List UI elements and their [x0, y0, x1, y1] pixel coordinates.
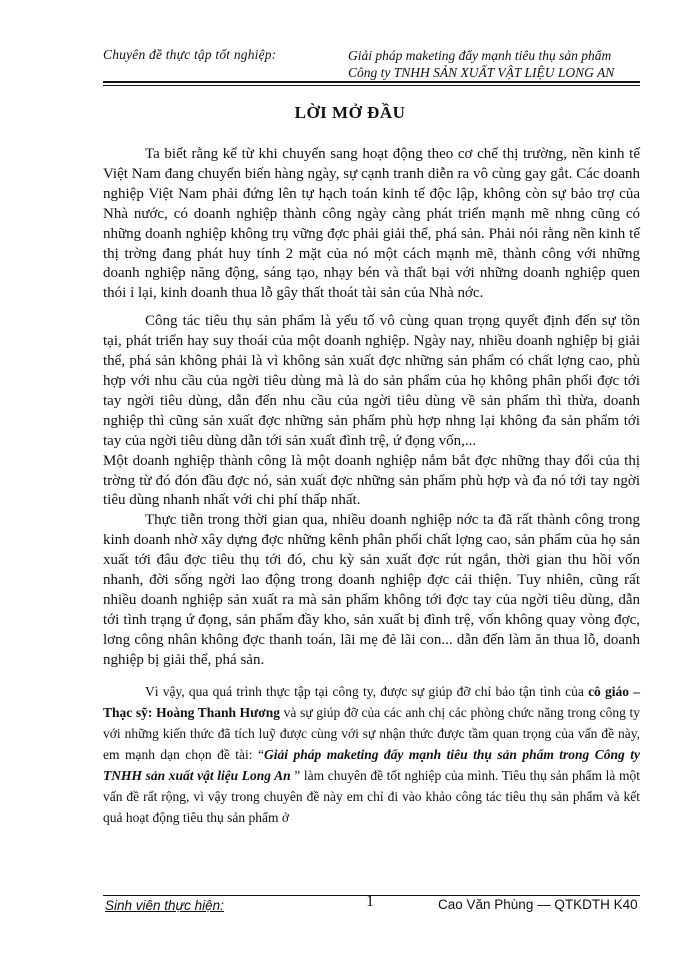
paragraph-intro: Ta biết rằng kể từ khi chuyển sang hoạt động theo cơ chế thị trường, nền kinh tế Việt Nam đang chuyển biến hàng ngày, sự cạnh tranh diễn ra vô cùng gay gắt. Các doanh nghiệp Việt Nam phải đứng lên tự hạch toán kinh tế độc lập, không còn sự bảo trợ của Nhà nước, có doanh nghiệp thành công ngày càng phát triển mạnh mẽ nhng cũng có những doanh nghiệp không trụ vững đợc phải giải thể, phá sản. Phải nói rằng nền kinh tế thị trờng đang phát huy tính 2 mặt của nó một cách mạnh mẽ, thành công với những doanh nghiệp năng động, sáng tạo, nhạy bén và thất bại với những doanh nghiệp quen thói ỉ lại, kinh doanh thua lỗ gây thất thoát tài sản của Nhà nớc.: [103, 146, 640, 302]
paragraph-successful-business: Một doanh nghiệp thành công là một doanh nghiệp nắm bắt đợc những thay đổi của thị trờng từ đó đón đầu đợc nó, sản xuất đợc những sản phẩm phù hợp và đa nó tới tay ngời tiêu dùng nhanh nhất với chi phí thấp nhất.: [103, 452, 640, 509]
header-topic: [348, 47, 614, 81]
thesis-title: Giải pháp maketing đẩy mạnh tiêu thụ sản phẩm trong Công ty TNHH sản xuất vật liệu Long An: [103, 746, 640, 783]
header-divider: [103, 81, 640, 86]
topic-text-3: ” làm chuyên đề tốt nghiệp của mình. Tiêu thụ sản phẩm là một vấn đề rất rộng, vì vậy trong chuyên đề này em chỉ đi vào khảo công tác tiêu thụ sản phẩm và kết quả hoạt động tiêu thụ sản phẩm ở: [103, 767, 640, 826]
page-header: [0, 0, 700, 90]
document-body: [103, 145, 640, 828]
supervisor-name: cô giáo – Thạc sỹ: Hoàng Thanh Hương: [103, 683, 640, 720]
header-topic-line2: Công ty TNHH SẢN XUẤT VẬT LIỆU LONG AN: [348, 65, 615, 80]
paragraph-sales-importance: Công tác tiêu thụ sản phẩm là yếu tố vô cùng quan trọng quyết định đến sự tồn tại, phát triển hay suy thoái của một doanh nghiệp. Ngày nay, nhiều doanh nghiệp bị giải thể, phá sản không phải là vì không sản xuất đợc những sản phẩm có chất lợng cao, phù hợp với nhu cầu của ngời tiêu dùng mà là do sản phẩm của họ không phân phối đợc tới tay ngời tiêu dùng, dẫn đến nhu cầu của ngời tiêu dùng về sản phẩm thì thừa, doanh nghiệp thì cũng sản xuất đợc những sản phẩm phù hợp nhng lại không đa sản phẩm tới tay của ngời tiêu dùng dẫn tới sản xuất đình trệ, ứ đọng vốn,...: [103, 313, 640, 449]
paragraph-topic-selection: [103, 681, 640, 829]
header-topic-line1: Giải pháp maketing đẩy mạnh tiêu thụ sản phẩm: [348, 48, 612, 63]
page-title: LỜI MỞ ĐẦU: [294, 103, 406, 122]
footer-author: Cao Văn Phùng — QTKDTH K40: [438, 897, 638, 912]
header-report-type: Chuyên đề thực tập tốt nghiệp:: [103, 47, 277, 62]
footer-student-label: Sinh viên thực hiện:: [105, 898, 224, 913]
topic-text-2: và sự giúp đỡ của các anh chị các phòng chức năng trong công ty với những kiến thức đã tích luỹ được cùng với sự nhận thức được tầm quan trọng của vấn đề này, em mạnh dạn chọn đề tài: “: [103, 704, 641, 762]
page-footer: [0, 890, 700, 930]
topic-text-1: Vì vậy, qua quá trình thực tập tại công ty, được sự giúp đỡ chỉ bảo tận tình của: [145, 683, 589, 699]
paragraph-practice: Thực tiễn trong thời gian qua, nhiều doanh nghiệp nớc ta đã rất thành công trong kinh doanh nhờ xây dựng đợc những kênh phân phối chất lợng cao, sản phẩm của họ sản xuất tới đâu đợc tiêu thụ tới đó, chu kỳ sản xuất đợc rút ngắn, thời gian thu hồi vốn nhanh, đời sống ngời lao động trong doanh nghiệp đợc cải thiện. Tuy nhiên, cũng rất nhiều doanh nghiệp sản xuất ra mà sản phẩm không tới đợc tay của ngời tiêu dùng, dẫn tới tình trạng ứ đọng, sản phẩm đầy kho, sản xuất bị đình trệ, vốn không quay vòng đợc, lơng công nhân không đợc thanh toán, lãi mẹ đẻ lãi con... dẫn đến làm ăn thua lỗ, doanh nghiệp bị giải thể, phá sản.: [103, 512, 640, 668]
page-number: 1: [366, 893, 374, 910]
